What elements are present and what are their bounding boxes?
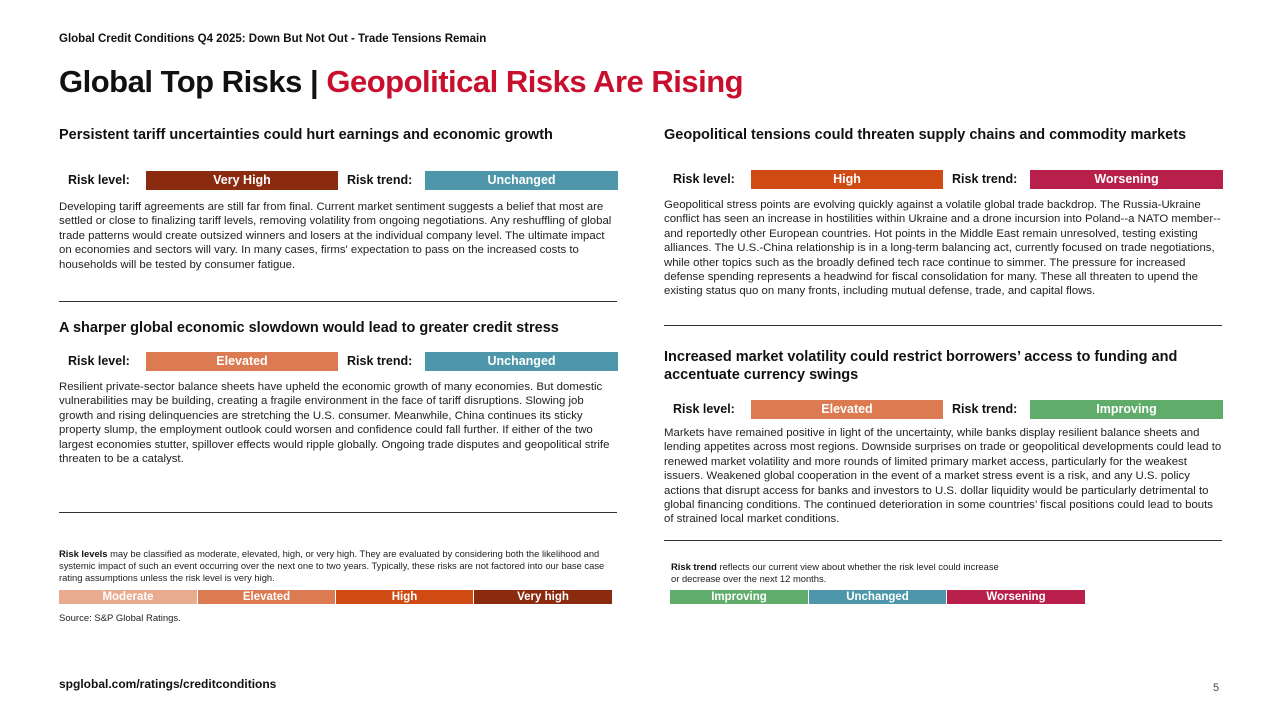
risk-title-geopolitical: Geopolitical tensions could threaten supply chains and commodity markets [664,127,1187,143]
risk-title-tariffs: Persistent tariff uncertainties could hurt earnings and economic growth [59,127,553,143]
legend-very-high: Very high [474,590,612,604]
legend-moderate: Moderate [59,590,198,604]
risk-level-note [59,548,629,584]
page-title-separator: | [310,64,319,99]
risk-trend-label: Risk trend: [952,172,1018,186]
risk-body-volatility: Markets have remained positive in light of the uncertainty, while banks display resilient balance sheets and lending appetites across most regions. Downside surprises on trade or geopolitical developments could lead to renewed market volatility and more rounds of limited primary market access, particularly for the weakest issuers. Weakened global cooperation in the event of a market stress event is a risk, and any U.S. policy actions that disrupt access for banks and investors to U.S. dollar liquidity would be particularly detrimental to global financing conditions. The continued deterioration in some countries’ fiscal positions could lead to bouts of strained local market conditions. [664,427,1222,526]
risk-trend-badge: Unchanged [425,171,618,190]
legend-elevated: Elevated [198,590,336,604]
risk-level-label: Risk level: [673,172,735,186]
risk-trend-note [671,561,1001,585]
risk-level-note-term: Risk levels [59,548,108,559]
risk-body-tariffs: Developing tariff agreements are still far from final. Current market sentiment suggests a belief that most are settled or close to finalizing tariff levels, removing volatility from ongoing negotiations. Any reshuffling of global trade patterns would create outsized winners and losers at the individual company level. The ultimate impact on economies and sectors will vary. In many cases, firms' expectation to pass on the increased costs to households will be tested by consumer fatigue. [59,201,612,271]
risk-level-badge: Very High [146,171,338,190]
section-divider [664,325,1222,326]
risk-level-badge: Elevated [146,352,338,371]
risk-trend-note-term: Risk trend [671,561,717,572]
risk-level-label: Risk level: [673,402,735,416]
source-note: Source: S&P Global Ratings. [59,613,181,624]
risk-trend-badge: Unchanged [425,352,618,371]
risk-trend-note-text: reflects our current view about whether the risk level could increase or decrease over the next 12 months. [671,561,999,584]
legend-improving: Improving [670,590,809,604]
risk-trend-badge: Worsening [1030,170,1223,189]
report-subtitle: Global Credit Conditions Q4 2025: Down But Not Out - Trade Tensions Remain [59,33,487,45]
risk-level-badge: High [751,170,943,189]
risk-trend-legend [670,590,1085,604]
risk-meter-tariffs [59,171,619,190]
risk-level-badge: Elevated [751,400,943,419]
risk-level-note-text: may be classified as moderate, elevated, high, or very high. They are evaluated by considering both the likelihood and systemic impact of such an event occurring over the next one to two years. Typically, these risks are not factored into our base case rating assumptions unless the risk level is very high. [59,548,605,583]
risk-trend-badge: Improving [1030,400,1223,419]
risk-level-legend [59,590,612,604]
risk-meter-volatility [664,400,1224,419]
risk-body-slowdown: Resilient private-sector balance sheets have upheld the economic growth of many economies. But domestic vulnerabilities may be building, creating a fragile environment in the face of tariff disruptions. Slowing job growth and rising delinquencies are stretching the U.S. consumer. Meanwhile, China continues its sticky property slump, the employment outlook could worsen and confidence could fall further. If either of the two largest economies stutter, spillover effects would ripple globally. Ongoing trade disputes and geopolitical strife threaten to be a catalyst. [59,381,610,466]
page-number: 5 [1213,682,1220,694]
risk-level-label: Risk level: [68,354,130,368]
risk-body-geopolitical: Geopolitical stress points are evolving quickly against a volatile global trade backdrop. The Russia-Ukraine conflict has seen an increase in hostilities within Ukraine and a drone incursion into Poland--a NATO member--and reportedly other European countries. Hot points in the Middle East remain unresolved, testing existing alliances. The U.S.-China relationship is in a long-term balancing act, currently focused on trade negotiations, while other topics such as the broadly defined tech race continue to simmer. The pressure for increased defense spending represents a headwind for fiscal consolidation for many. These all threaten to upend the existing status quo on many fronts, including mutual defense, trade, and capital flows. [664,199,1221,298]
section-divider [664,540,1222,541]
risk-meter-geopolitical [664,170,1224,189]
page-title-highlight: Geopolitical Risks Are Rising [326,64,744,99]
page-title-main: Global Top Risks [59,64,302,99]
section-divider [59,512,617,513]
footer-url[interactable]: spglobal.com/ratings/creditconditions [59,677,277,691]
risk-level-label: Risk level: [68,173,130,187]
section-divider [59,301,617,302]
legend-unchanged: Unchanged [809,590,947,604]
risk-meter-slowdown [59,352,619,371]
legend-high: High [336,590,474,604]
legend-worsening: Worsening [947,590,1085,604]
risk-trend-label: Risk trend: [952,402,1018,416]
risk-trend-label: Risk trend: [347,173,413,187]
risk-title-slowdown: A sharper global economic slowdown would lead to greater credit stress [59,320,559,336]
page-title [59,64,743,100]
risk-title-volatility: Increased market volatility could restrict borrowers’ access to funding and accentuate currency swings [664,349,1178,383]
risk-trend-label: Risk trend: [347,354,413,368]
